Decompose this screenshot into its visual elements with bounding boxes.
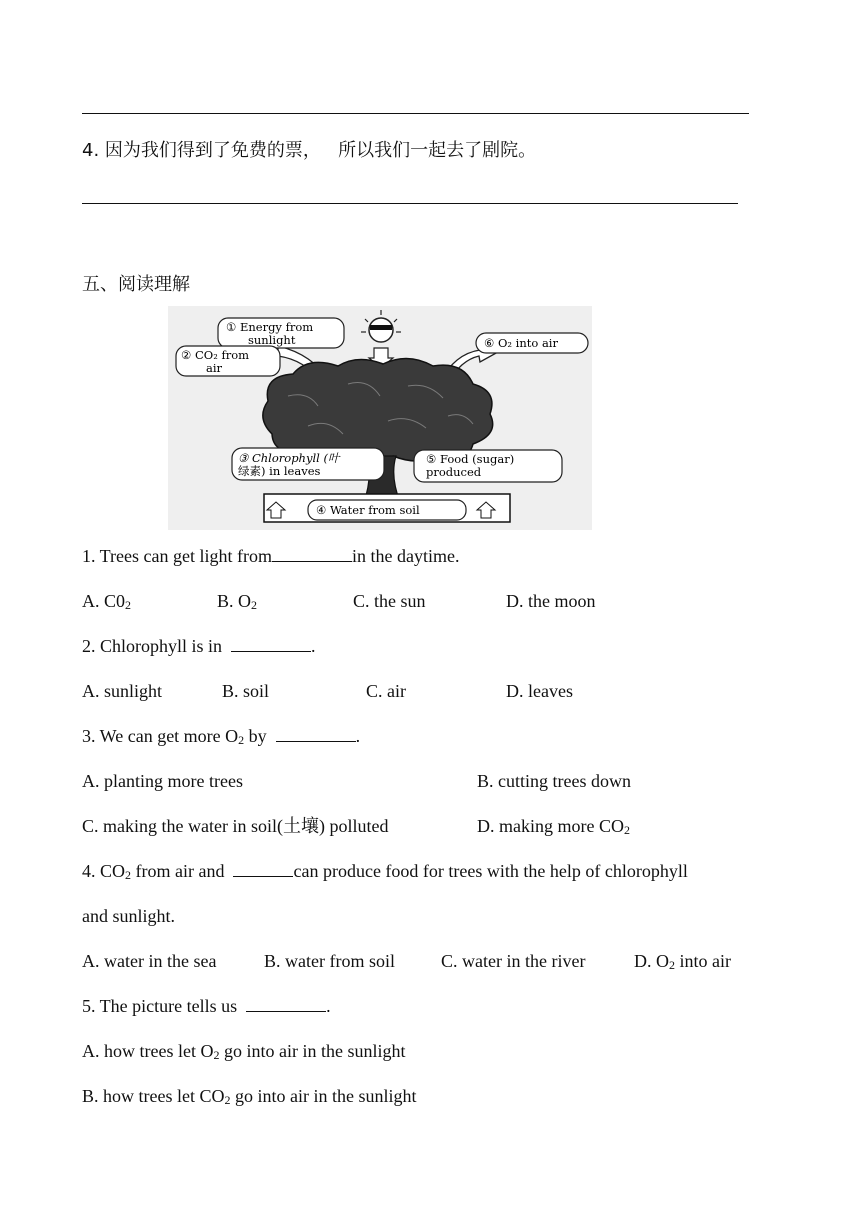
q2-blank[interactable] <box>231 635 311 652</box>
q2-option-c[interactable]: C. air <box>366 681 406 701</box>
q4-stem-a: 4. CO <box>82 861 126 881</box>
q4-stem <box>82 860 688 882</box>
q1-option-b-sub: 2 <box>251 598 258 612</box>
label-1-line-b: sunlight <box>248 333 296 347</box>
q2-option-a[interactable]: A. sunlight <box>82 681 163 701</box>
q3-stem-b: by <box>244 726 267 746</box>
label-5-line-b: produced <box>426 465 482 479</box>
q2-stem <box>82 635 316 657</box>
q5-option-a-sub: 2 <box>213 1048 220 1062</box>
q3-option-d-text: D. making more CO <box>477 816 624 836</box>
q4-stem-c: can produce food for trees with the help of chlorophyll <box>293 861 688 881</box>
answer-line-4 <box>82 203 738 204</box>
q5-option-b-text: B. how trees let CO <box>82 1086 225 1106</box>
q4-option-c[interactable]: C. water in the river <box>441 951 586 971</box>
q3-option-a[interactable]: A. planting more trees <box>82 771 243 791</box>
q5-option-b-sub: 2 <box>224 1093 231 1107</box>
q5-end: . <box>326 996 331 1016</box>
q4-stem-line2: and sunlight. <box>82 906 175 926</box>
q1-option-c[interactable]: C. the sun <box>353 591 426 611</box>
q2-option-b[interactable]: B. soil <box>222 681 270 701</box>
q3-option-b[interactable]: B. cutting trees down <box>477 771 631 791</box>
q5-blank[interactable] <box>246 995 326 1012</box>
q1-stem-b: in the daytime. <box>351 546 460 566</box>
q4-option-d-text: D. O <box>634 951 669 971</box>
diagram-svg <box>168 306 592 530</box>
label-4-text: ④ Water from soil <box>316 503 420 517</box>
label-5-line-a: ⑤ Food (sugar) <box>426 452 515 466</box>
q1-blank[interactable] <box>272 545 352 562</box>
q5-option-b-tail: go into air in the sunlight <box>230 1086 417 1106</box>
label-2-line-b: air <box>206 361 223 375</box>
q5-option-a-text: A. how trees let O <box>82 1041 214 1061</box>
label-3-line-b: 绿素) in leaves <box>238 464 321 478</box>
q4-option-d-sub: 2 <box>669 958 675 972</box>
q3-o2-sub: 2 <box>238 733 245 747</box>
q1-option-b[interactable] <box>217 590 257 612</box>
q3-stem-a: 3. We can get more O <box>82 726 239 746</box>
q3-blank[interactable] <box>276 725 356 742</box>
q1-option-b-text: B. O <box>217 591 252 611</box>
q4-stem-b: from air and <box>131 861 225 881</box>
q5-option-a-tail: go into air in the sunlight <box>219 1041 406 1061</box>
q1-stem-a: 1. Trees can get light from <box>82 546 272 566</box>
q4-chinese-text: 因为我们得到了免费的票， 所以我们一起去了剧院。 <box>104 140 537 161</box>
q1-option-a[interactable] <box>82 590 131 612</box>
q4-option-b[interactable]: B. water from soil <box>264 951 395 971</box>
photosynthesis-diagram <box>168 306 592 530</box>
q1-stem <box>82 545 459 567</box>
q5-stem-text: 5. The picture tells us <box>82 996 238 1016</box>
q4-option-d-tail: into air <box>675 951 731 971</box>
q1-option-d[interactable]: D. the moon <box>506 591 596 611</box>
label-6-text: ⑥ O₂ into air <box>484 336 558 350</box>
q5-option-a[interactable] <box>82 1040 405 1062</box>
q4-co2-sub: 2 <box>125 868 132 882</box>
q3-option-d[interactable] <box>477 815 630 837</box>
q3-option-d-sub: 2 <box>623 823 630 837</box>
q4-option-a[interactable]: A. water in the sea <box>82 951 217 971</box>
q2-end: . <box>311 636 316 656</box>
section-title: 五、阅读理解 <box>82 274 190 295</box>
q2-option-d[interactable]: D. leaves <box>506 681 573 701</box>
q3-stem <box>82 725 360 747</box>
q4-blank[interactable] <box>233 860 293 877</box>
q1-option-a-sub: 2 <box>125 598 132 612</box>
q4-chinese-sentence <box>82 140 536 162</box>
answer-line-3 <box>82 113 749 114</box>
label-1-line-a: ① Energy from <box>226 320 314 334</box>
q3-end: . <box>355 726 361 746</box>
q4-option-d[interactable] <box>634 950 731 972</box>
label-3-line-a: ③ Chlorophyll (叶 <box>238 451 340 465</box>
q5-stem <box>82 995 331 1017</box>
q3-option-c[interactable]: C. making the water in soil(土壤) polluted <box>82 816 389 836</box>
label-2-line-a: ② CO₂ from <box>181 348 250 362</box>
q2-stem-text: 2. Chlorophyll is in <box>82 636 223 656</box>
q4-chinese-number: 4. <box>82 140 100 161</box>
q5-option-b[interactable] <box>82 1085 416 1107</box>
q1-option-a-text: A. C0 <box>82 591 126 611</box>
